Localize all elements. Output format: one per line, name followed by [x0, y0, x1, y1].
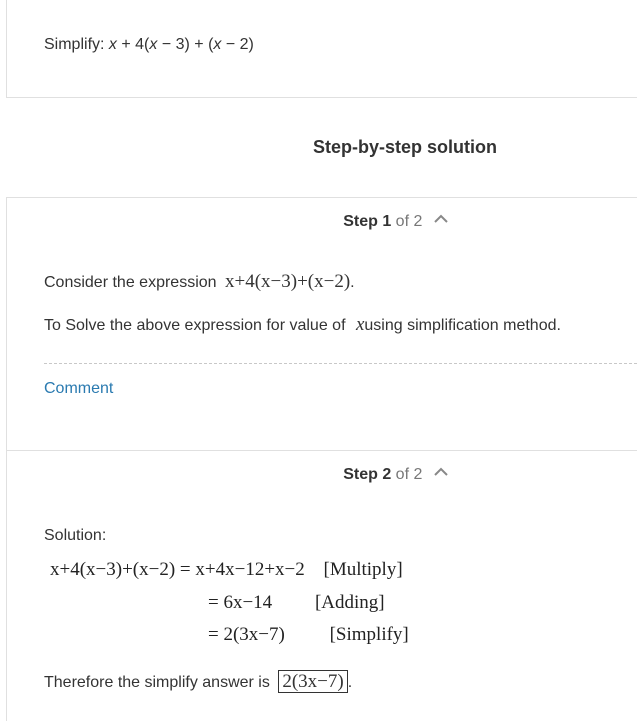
step-2-therefore — [44, 671, 352, 693]
step-1-header[interactable] — [7, 213, 637, 231]
eq1-note: [Multiply] — [323, 559, 403, 580]
question-text — [44, 36, 254, 54]
question-expr-part: + 4( — [116, 36, 150, 53]
step-1-consider — [44, 271, 355, 293]
question-var-x: x — [213, 36, 222, 53]
question-expr-part: − 2) — [221, 36, 254, 53]
step-number: 2 — [382, 466, 392, 483]
step-word: Step — [343, 213, 378, 230]
solve-text-2: using simplification method. — [364, 317, 561, 334]
final-answer-box: 2(3x−7) — [278, 670, 347, 693]
step-number: 1 — [382, 213, 392, 230]
step-total: of 2 — [395, 213, 423, 230]
divider — [44, 363, 637, 364]
eq3-note: [Simplify] — [329, 624, 409, 645]
simplify-label: Simplify: — [44, 36, 105, 53]
question-expr-part: − 3) + ( — [157, 36, 214, 53]
consider-expr: x+4(x−3)+(x−2) — [225, 271, 351, 292]
solution-label: Solution: — [44, 527, 107, 544]
chevron-up-icon[interactable] — [433, 464, 449, 482]
question-var-x: x — [149, 36, 158, 53]
step-word: Step — [343, 466, 378, 483]
step-card-2 — [6, 450, 637, 721]
question-card — [6, 0, 637, 98]
eq2-note: [Adding] — [314, 592, 385, 613]
equation-line-2 — [208, 592, 385, 614]
solve-var: x — [355, 314, 365, 335]
consider-text: Consider the expression — [44, 274, 217, 291]
question-var-x: x — [108, 36, 117, 53]
equation-line-3 — [208, 624, 409, 646]
step-card-1 — [6, 197, 637, 451]
solution-title: Step-by-step solution — [313, 137, 497, 157]
step-1-solve — [44, 314, 561, 336]
equation-line-1 — [50, 559, 403, 581]
chevron-up-icon[interactable] — [433, 211, 449, 229]
consider-period: . — [350, 274, 355, 291]
answer-period: . — [347, 674, 353, 691]
comment-link[interactable]: Comment — [44, 380, 114, 397]
eq1-lhs: x+4(x−3)+(x−2) — [50, 559, 176, 580]
eq1-rhs: = x+4x−12+x−2 — [179, 559, 305, 580]
solve-text-1: To Solve the above expression for value of — [44, 317, 346, 334]
eq3-rhs: = 2(3x−7) — [208, 624, 285, 645]
step-total: of 2 — [395, 466, 423, 483]
therefore-text: Therefore the simplify answer is — [44, 674, 270, 691]
step-2-header[interactable] — [7, 466, 637, 484]
eq2-rhs: = 6x−14 — [208, 592, 273, 613]
